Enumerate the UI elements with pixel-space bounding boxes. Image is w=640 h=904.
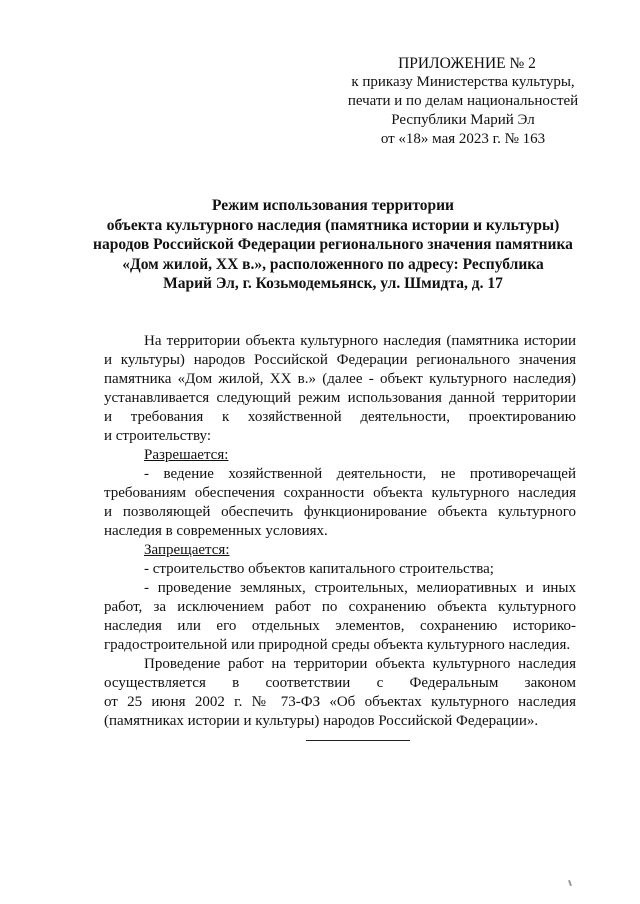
text-line: устанавливается следующий режим использования данной территории bbox=[104, 390, 576, 406]
text-line: градостроительной или природной среды объекта культурного наследия. bbox=[104, 637, 571, 653]
closing-paragraph bbox=[104, 655, 576, 731]
title-line: Марий Эл, г. Козьмодемьянск, ул. Шмидта, д. 17 bbox=[163, 275, 503, 292]
title-line: объекта культурного наследия (памятника истории и культуры) bbox=[106, 216, 560, 234]
appendix-line: Республики Марий Эл bbox=[391, 112, 535, 128]
text-line: (памятниках истории и культуры) народов Российской Федерации». bbox=[104, 713, 539, 729]
text-line: - строительство объектов капитального строительства; bbox=[144, 561, 494, 577]
forbidden-heading: Запрещается: bbox=[144, 542, 230, 558]
text-line: осуществляется в соответствии с Федеральным законом bbox=[104, 675, 576, 691]
text-line: наследия или его отдельных элементов, сохранению историко- bbox=[104, 618, 576, 634]
appendix-header bbox=[318, 54, 608, 149]
text-line: наследия в современных условиях. bbox=[104, 523, 328, 539]
text-line: - проведение земляных, строительных, мелиоративных и иных bbox=[144, 580, 576, 596]
allowed-section bbox=[104, 446, 576, 541]
end-rule bbox=[306, 740, 410, 741]
document-body bbox=[104, 332, 576, 731]
text-line: Проведение работ на территории объекта культурного наследия bbox=[144, 656, 576, 672]
text-line: и культуры) народов Российской Федерации регионального значения bbox=[104, 352, 576, 368]
appendix-line: от «18» мая 2023 г. № 163 bbox=[380, 131, 546, 147]
appendix-line: к приказу Министерства культуры, bbox=[351, 74, 575, 90]
intro-paragraph bbox=[104, 332, 576, 446]
title-line: «Дом жилой, XX в.», расположенного по адресу: Республика bbox=[122, 255, 544, 273]
text-line: На территории объекта культурного наследия (памятника истории bbox=[144, 333, 576, 349]
text-line: от 25 июня 2002 г. № 73-ФЗ «Об объектах культурного наследия bbox=[104, 694, 576, 710]
text-line: памятника «Дом жилой, XX в.» (далее - объект культурного наследия) bbox=[104, 371, 576, 387]
scan-mark bbox=[568, 880, 572, 886]
text-line: - ведение хозяйственной деятельности, не противоречащей bbox=[144, 466, 576, 482]
text-line: и строительству: bbox=[104, 428, 211, 444]
allowed-heading: Разрешается: bbox=[144, 447, 229, 463]
text-line: и позволяющей обеспечить функционирование объекта культурного bbox=[104, 504, 576, 520]
appendix-line: печати и по делам национальностей bbox=[347, 93, 579, 109]
text-line: и требования к хозяйственной деятельности, проектированию bbox=[104, 409, 576, 425]
document-title bbox=[90, 196, 576, 294]
title-line: Режим использования территории bbox=[212, 197, 454, 214]
text-line: требованиям обеспечения сохранности объекта культурного наследия bbox=[104, 485, 576, 501]
forbidden-section bbox=[104, 541, 576, 655]
appendix-title: ПРИЛОЖЕНИЕ № 2 bbox=[398, 55, 536, 72]
text-line: работ, за исключением работ по сохранению объекта культурного bbox=[104, 599, 576, 615]
title-line: народов Российской Федерации регионального значения памятника bbox=[93, 236, 573, 253]
